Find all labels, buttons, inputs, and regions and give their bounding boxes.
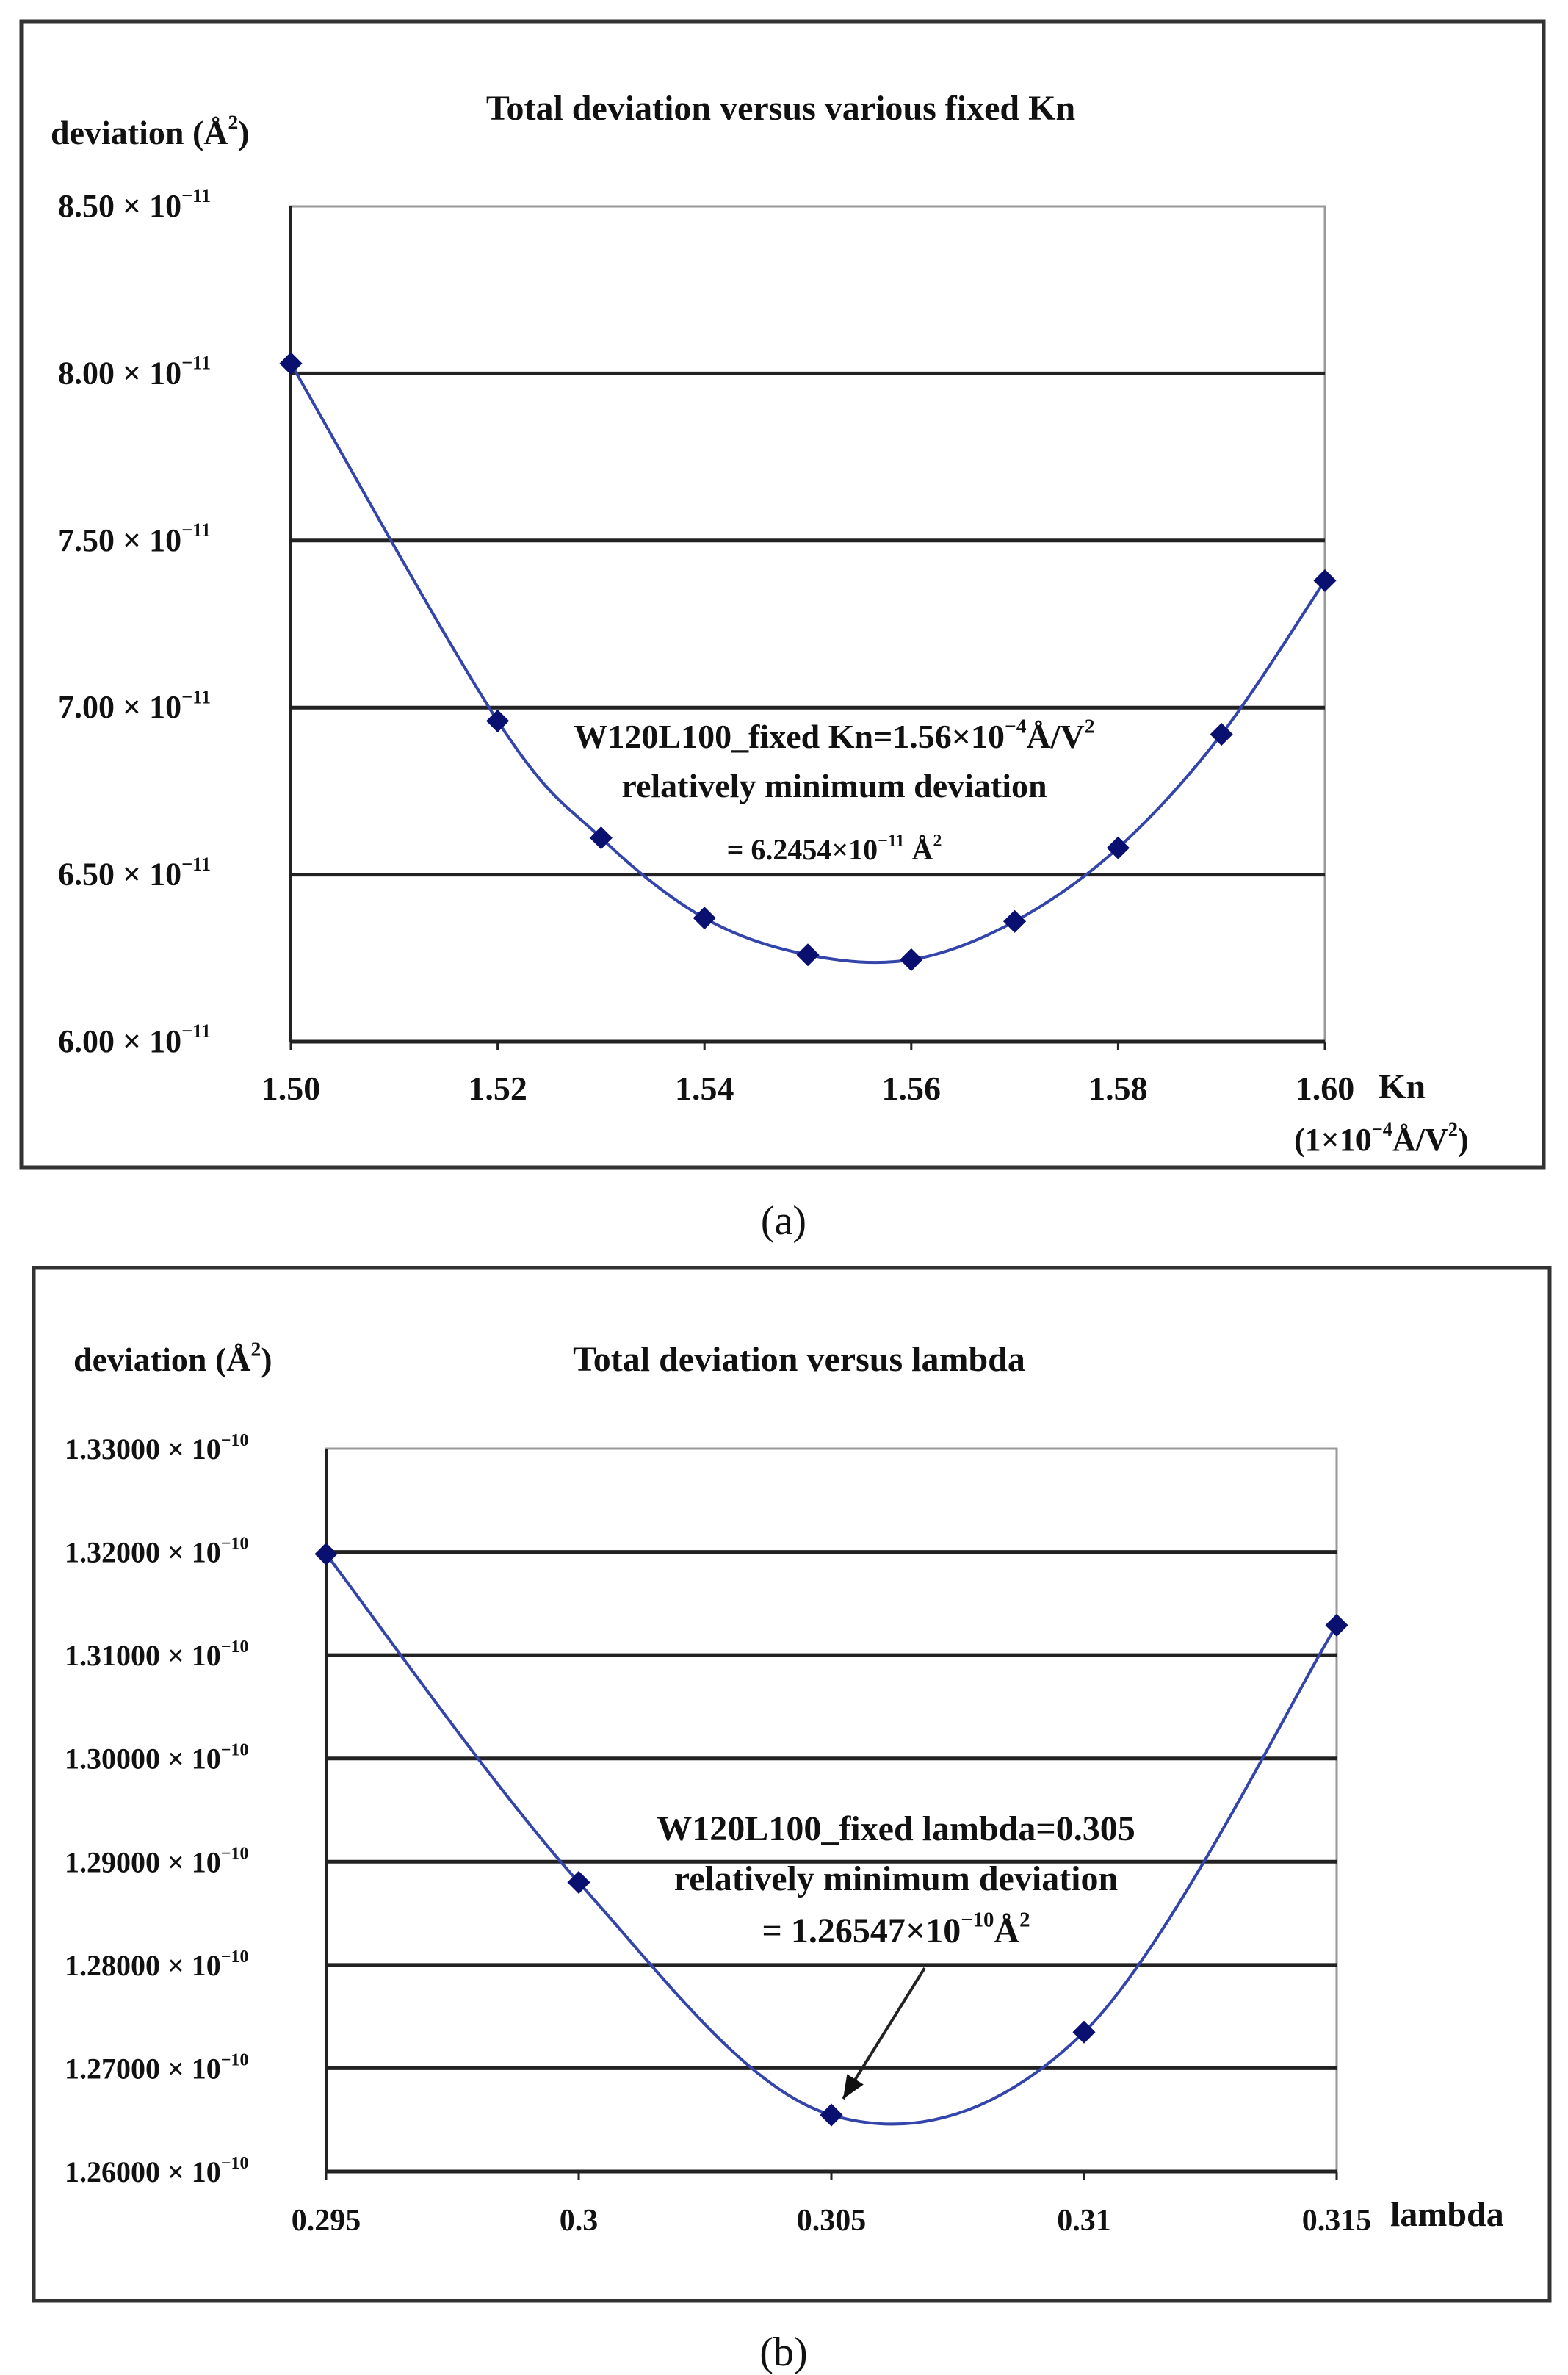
text-segment: W120L100_fixed Kn=1.56×10: [574, 718, 1005, 755]
x-tick-label: 0.3: [559, 2204, 599, 2238]
annotation-line: [674, 1859, 1118, 1898]
text-segment: deviation (Å: [73, 1341, 251, 1378]
text-segment: ): [1457, 1122, 1469, 1158]
text-segment: Å: [994, 1911, 1020, 1950]
text-segment: 6.00 × 10: [58, 1023, 182, 1059]
text-segment: 6.50 × 10: [58, 856, 182, 893]
superscript: −11: [181, 519, 212, 541]
text-segment: 1.30000 × 10: [65, 1742, 221, 1776]
text-segment: 7.00 × 10: [58, 689, 182, 726]
superscript: −10: [220, 1947, 249, 1967]
superscript: −10: [220, 1637, 249, 1657]
superscript: −4: [1371, 1118, 1392, 1141]
superscript: 2: [1084, 714, 1095, 738]
superscript: 2: [1019, 1908, 1030, 1932]
text-segment: 1.29000 × 10: [65, 1845, 221, 1879]
text-segment: (1×10: [1294, 1122, 1372, 1158]
superscript: −11: [181, 1020, 212, 1042]
superscript: −11: [181, 351, 212, 374]
text-segment: 8.50 × 10: [58, 188, 182, 224]
superscript: 2: [228, 110, 239, 134]
text-segment: 1.28000 × 10: [65, 1948, 221, 1982]
superscript: 2: [933, 832, 942, 851]
superscript: −10: [961, 1908, 994, 1932]
superscript: 2: [250, 1337, 261, 1361]
text-segment: W120L100_fixed lambda=0.305: [657, 1809, 1135, 1848]
superscript: −11: [181, 184, 212, 207]
superscript: −10: [220, 1844, 249, 1864]
x-tick-label: 0.315: [1301, 2204, 1372, 2238]
text-segment: 1.31000 × 10: [65, 1639, 221, 1673]
text-segment: = 1.26547×10: [762, 1911, 961, 1950]
superscript: −10: [220, 1431, 249, 1450]
text-segment: Å/V: [1392, 1122, 1448, 1158]
text-segment: ): [238, 114, 250, 151]
chart-title: Total deviation versus various fixed Kn: [485, 89, 1076, 128]
text-segment: 1.33000 × 10: [65, 1432, 221, 1466]
x-tick-label: 1.58: [1088, 1070, 1148, 1107]
text-segment: Å: [904, 833, 933, 866]
text-segment: 1.32000 × 10: [65, 1535, 221, 1569]
x-tick-label: 1.52: [468, 1070, 527, 1107]
panel-b-chart: [34, 1268, 1550, 2375]
text-segment: relatively minimum deviation: [621, 767, 1047, 804]
annotation-line: [727, 832, 942, 866]
x-tick-label: 1.60: [1295, 1070, 1355, 1107]
text-segment: ): [261, 1341, 272, 1378]
superscript: −10: [220, 1740, 249, 1760]
x-axis-label: lambda: [1390, 2195, 1504, 2234]
x-axis-label: Kn: [1379, 1067, 1426, 1106]
text-segment: relatively minimum deviation: [673, 1859, 1119, 1898]
superscript: −10: [220, 1534, 249, 1554]
y-axis-label: [51, 110, 250, 151]
y-axis-label: [73, 1337, 272, 1378]
x-tick-label: 0.31: [1057, 2204, 1111, 2238]
x-tick-label: 1.54: [674, 1070, 734, 1107]
x-tick-label: 1.50: [261, 1070, 321, 1107]
annotation-line: [621, 767, 1047, 804]
panel-caption: (a): [760, 1198, 807, 1244]
superscript: 2: [1448, 1118, 1458, 1141]
superscript: −11: [878, 832, 905, 851]
superscript: −4: [1005, 714, 1027, 738]
x-tick-label: 0.305: [796, 2204, 867, 2238]
annotation-line: [657, 1809, 1135, 1848]
superscript: −11: [181, 852, 212, 875]
text-segment: Å/V: [1026, 718, 1085, 755]
x-tick-label: 0.295: [291, 2204, 361, 2238]
superscript: −11: [181, 685, 212, 708]
panel-a-chart: [21, 21, 1544, 1244]
plot-area: [291, 206, 1325, 1042]
text-segment: 7.50 × 10: [58, 522, 182, 558]
text-segment: deviation (Å: [51, 114, 228, 151]
text-segment: 1.26000 × 10: [65, 2155, 221, 2188]
superscript: −10: [220, 2050, 249, 2070]
text-segment: 8.00 × 10: [58, 355, 182, 392]
text-segment: 1.27000 × 10: [65, 2052, 221, 2086]
superscript: −10: [220, 2154, 249, 2173]
text-segment: = 6.2454×10: [726, 833, 878, 866]
panel-caption: (b): [759, 2329, 808, 2375]
chart-title: Total deviation versus lambda: [573, 1340, 1025, 1379]
x-tick-label: 1.56: [881, 1070, 942, 1107]
